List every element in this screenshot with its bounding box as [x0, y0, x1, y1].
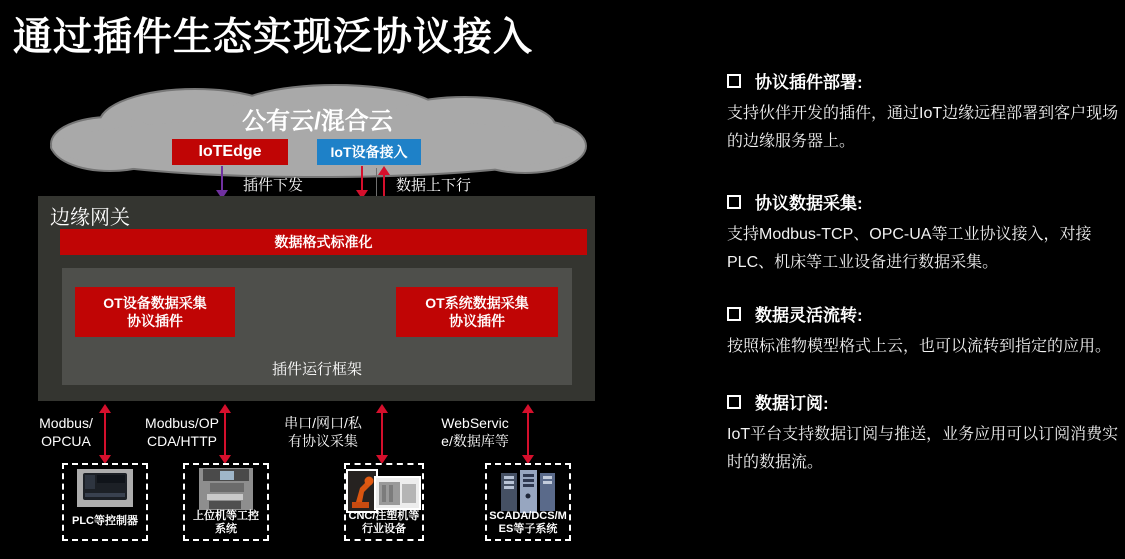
protocol-label-serial-net: 串口/网口/私 有协议采集: [284, 415, 362, 449]
device-box-plc: [62, 463, 148, 541]
edge-gateway-box: [38, 196, 595, 401]
square-bullet-icon: [727, 74, 741, 88]
plc-device-image: [76, 468, 134, 508]
device-box-cnc: [344, 463, 424, 541]
server-racks-image: [496, 468, 560, 514]
panel-heading: 数据订阅:: [727, 389, 1125, 414]
iot-device-access-box: IoT设备接入: [317, 139, 421, 165]
protocol-label-webservice-db: WebServic e/数据库等: [441, 415, 509, 449]
device-link-arrow-2: [219, 404, 231, 464]
square-bullet-icon: [727, 307, 741, 321]
panel-body: 支持Modbus-TCP、OPC-UA等工业协议接入，对接PLC、机床等工业设备进行数据采集。: [727, 226, 1092, 271]
panel-item-data-subscribe: [727, 389, 1125, 477]
page-title: 通过插件生态实现泛协议接入: [13, 16, 534, 59]
plugin-runtime-frame: [62, 268, 572, 385]
data-up-arrow: [378, 166, 390, 199]
panel-body: 按照标准物模型格式上云，也可以流转到指定的应用。: [727, 338, 1112, 355]
data-standardization-bar: 数据格式标准化: [60, 229, 587, 255]
device-link-arrow-3: [376, 404, 388, 464]
edge-gateway-title: 边缘网关: [50, 207, 130, 229]
panel-body: IoT平台支持数据订阅与推送，业务应用可以订阅消费实时的数据流。: [727, 426, 1119, 471]
panel-heading: 协议数据采集:: [727, 189, 1125, 214]
industrial-pc-image: [198, 468, 254, 510]
data-down-arrow: [356, 166, 368, 199]
device-link-arrow-1: [99, 404, 111, 464]
plugin-framework-label: 插件运行框架: [271, 361, 362, 378]
divider-line: [376, 168, 377, 199]
panel-item-data-flow: [727, 301, 1125, 361]
iotedge-box: IoTEdge: [172, 139, 288, 165]
data-updown-label: 数据上下行: [396, 177, 472, 194]
device-label-plc: PLC等控制器: [72, 515, 138, 527]
panel-heading: 数据灵活流转:: [727, 301, 1125, 326]
cloud-label: 公有云/混合云: [242, 108, 393, 135]
panel-item-data-collect: [727, 189, 1125, 277]
panel-heading: 协议插件部署:: [727, 68, 1125, 93]
plugin-dispatch-arrow: [216, 166, 228, 199]
device-label-scada: SCADA/DCS/M ES等子系统: [489, 510, 567, 535]
plugin-dispatch-label: 插件下发: [243, 177, 304, 194]
panel-body: 支持伙伴开发的插件，通过IoT边缘远程部署到客户现场的边缘服务器上。: [727, 105, 1119, 150]
square-bullet-icon: [727, 395, 741, 409]
ot-device-plugin-box: OT设备数据采集 协议插件: [75, 287, 235, 337]
device-label-ipc: 上位机等工控 系统: [193, 510, 259, 535]
device-box-ipc: [183, 463, 269, 541]
device-label-cnc: CNC/注塑机等 行业设备: [348, 510, 420, 535]
protocol-label-modbus-opcda-http: Modbus/OP CDA/HTTP: [145, 415, 219, 449]
device-box-scada: [485, 463, 571, 541]
protocol-label-modbus-opcua: Modbus/ OPCUA: [39, 415, 93, 449]
panel-item-plugin-deploy: [727, 68, 1125, 156]
square-bullet-icon: [727, 195, 741, 209]
ot-system-plugin-box: OT系统数据采集 协议插件: [396, 287, 558, 337]
cnc-robot-image: [345, 468, 423, 514]
device-link-arrow-4: [522, 404, 534, 464]
